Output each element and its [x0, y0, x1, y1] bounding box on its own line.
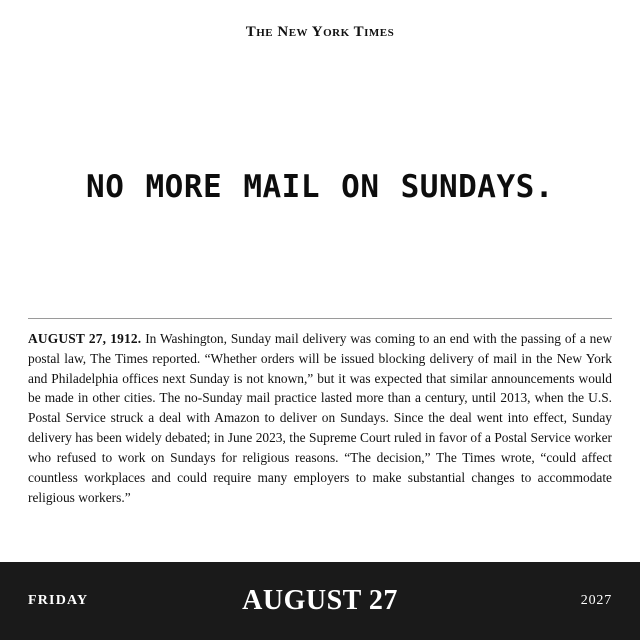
footer-date: AUGUST 27 — [242, 585, 398, 616]
footer-year: 2027 — [580, 593, 612, 608]
headline-area — [0, 58, 640, 318]
masthead-title: The New York Times — [245, 24, 395, 40]
horizontal-rule — [28, 318, 612, 319]
article-body — [28, 329, 612, 507]
headline: NO MORE MAIL ON SUNDAYS. — [86, 169, 554, 206]
masthead — [0, 0, 640, 58]
footer-weekday: FRIDAY — [28, 593, 89, 608]
article-text: In Washington, Sunday mail delivery was coming to an end with the passing of a new postal law, The Times reported. “Whether orders will be issued blocking delivery of mail in the New York and Philadelphia offices next Sunday is not known,” but it was expected that similar announcements would be made in other cities. The no-Sunday mail practice lasted more than a century, until 2013, when the U.S. Postal Service struck a deal with Amazon to deliver on Sundays. Since the deal went into effect, Sunday delivery has been widely debated; in June 2023, the Supreme Court ruled in favor of a Postal Service worker who refused to work on Sundays for religious reasons. “The decision,” The Times wrote, “could affect countless workplaces and could require many employers to make substantial changes to accommodate religious workers.” — [28, 331, 612, 505]
article-dateline: AUGUST 27, 1912. — [28, 331, 142, 346]
footer-bar — [0, 562, 640, 640]
